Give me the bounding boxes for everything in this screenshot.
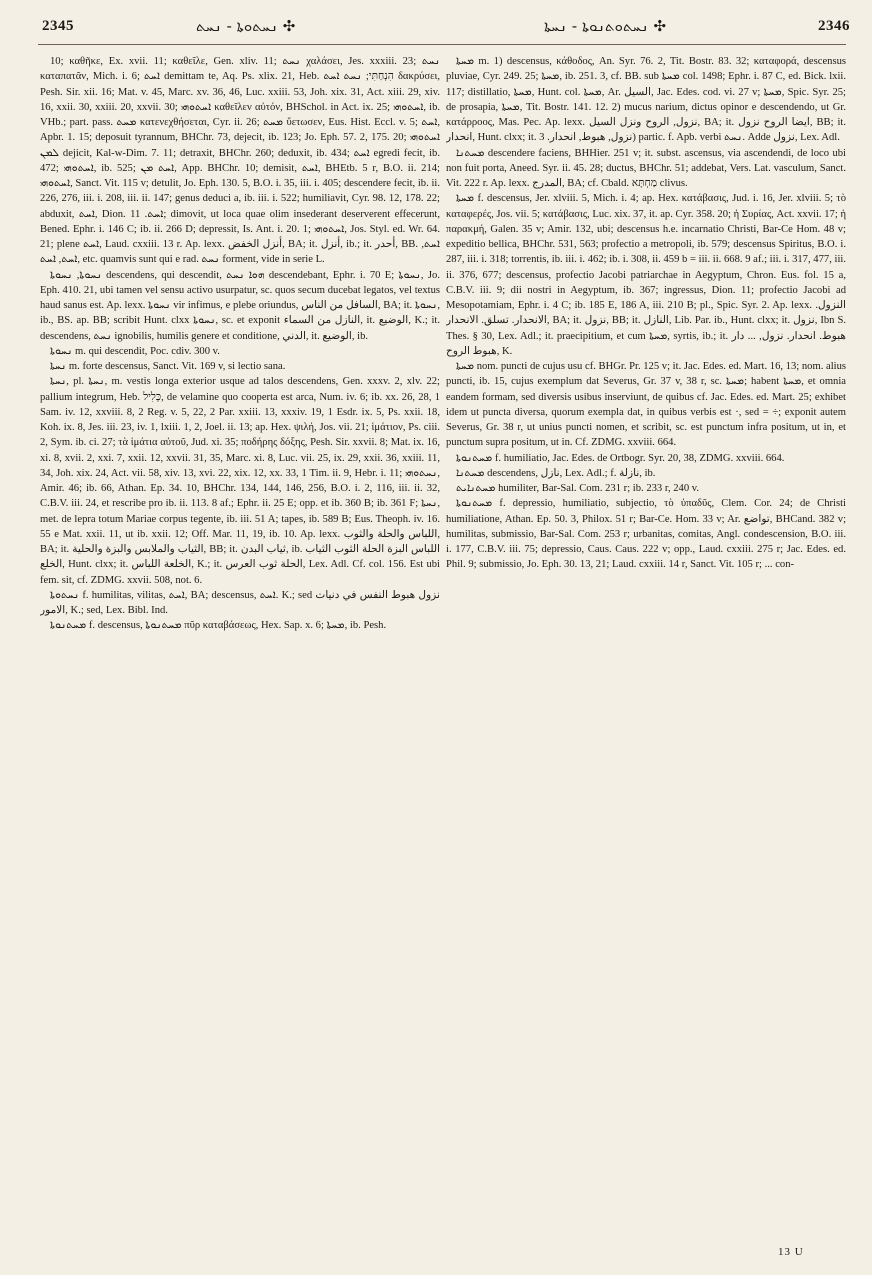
entry-paragraph: 10; καθῆκε, Ex. xvii. 11; καθεῖλε, Gen. xliv. 11; ܢܚܬ χαλάσει, Jes. xxxiii. 23; ܢܚܬ καταπατᾶν, Mich. i. 6; ܐܚܬ demittam te, Aq. Ps. xlix. 21, Heb. הִנְחַתִּי; ܢܚܬ ܐܚܬ δακρύσει, Pesh. Sir. xii. 16; Mat. v. 45, Marc. xv. 36, 46, Luc. xxiii. 53, Joh. xix. 31, Act. xiii. 29, xiv. 16, xxii. 30, xxiii. 20, xxvii. 30; ܐܚܬܘܗܝ καθεῖλεν αὐτόν, BHSchol. in Act. ix. 25; ܐܚܬܘܗܝ, ib. VHb.; part. pass. ܡܚܬ κατενεχθήσεται, Cyr. ii. 26; ܡܚܬ ὕετωσεν, Eus. Hist. Eccl. v. 5; ܐܚܬ, Apbr. 1. 15; deposuit tyrannum, BHChr. 73, dejecit, ib. 123; Jo. Eph. 57. 2, 175. 20; ܐܚܬܘܗܝ ܠܡܢ dejicit, Kal-w-Dim. 7. 11; detraxit, BHChr. 260; deduxit, ib. 434; ܐܚܬ egredi fecit, ib. 472; ܐܚܬܘܗܝ, ib. 525; ܐܚܬ ܡܢ, App. BHChr. 10; demisit, ܐܚܬ, BHEtb. 5 r, B.O. ii. 214; ܐܚܬܘܗܝ, Sanct. Vit. 115 v; detulit, Jo. Eph. 130. 5, B.O. i. 35, iii. i. 405; descendere fecit, ib. ii. 226, 276, iii. i. 208, iii. ii. 147; genus deduci a, ib. iii. i. 522; humiliavit, Cyr. 98. 12, 178. 22; abduxit, ܐܚܬ, Dion. ܐܚܬ. 11; dimovit, ut loca quae olim insederant deserverent effecerunt, Bened. Ephr. i. 146 C; ib. ii. 266 D; depressit, Is. Ant. i. 20. 1; ܐܚܬܘܗܝ, Jos. Styl. ed. Wr. 64. 21; plene ܐܚܬ, Laud. cxxiii. 13 r. Ap. lexx. أنزل الخفض, BA; it. أنزل, ib.; it. أحدر, BB. ܐܚܬ, ܐܚܬ, ܐܚܬ, etc. quamvis sunt qui e rad. ܢܚܬ forment, vide in serie L. xyxy=(40,56,440,266)
page-number-left: 2345 xyxy=(42,18,74,34)
signature-mark: 13 U xyxy=(778,1246,804,1258)
entry-paragraph: ܡܚܬܢܘܬܐ f. descensus, ܡܚܬܢܘܬܐ πῦρ καταβάσεως, Hex. Sap. x. 6; ܡܚܬܐ, ib. Pesh. xyxy=(50,620,387,632)
entry-paragraph: ܡܚܬܐ m. 1) descensus, κάθοδος, An. Syr. 76. 2, Tit. Bostr. 83. 32; καταφορά, descensus pluviae, Cyr. 249. 25; ܡܚܬܐ, ib. 251. 3, cf. BB. sub ܡܚܬܐ col. 1498; Ephr. i. 87 C, ed. Bick. lxii. 117; distillatio, ܡܚܬܐ, Hunt. col. ܡܚܬܐ, Ar. السيل, Jac. Edes. cod. vi. 27 v; ܡܚܬܐ, Spic. Syr. 25; de prosapia, ܡܚܬܐ, Tit. Bostr. 141. 12. 2) mucus narium, dictus opinor e descendendo, ut Gr. κατάρροος, Mas. Pec. Ap. lexx. نزول, الروح ونزل السيل, BA; it. ايضا الروح نزول, BB; it. انحدار, Hunt. clxx; it. نزول, هبوط, انحدار. 3) partic. f. Apb. verbi ܢܚܬ. Adde نزول, Lex. Adl. xyxy=(446,56,846,144)
entry-paragraph: ܡܚܬܐ nom. puncti de cujus usu cf. BHGr. Pr. 125 v; it. Jac. Edes. ed. Mart. 16, 13; nom. alius puncti, ib. 15, cujus exemplum dat Severus, Gr. 37 v, 38 r, sc. ܡܚܬܐ; habent ܡܚܬܐ, et omnia eandem formam, sed diversis usibus inserviunt, de quibus cf. Jac. Edes. ed. Mart. 25; exhibet idem ut puncta diversa, quorum exempla dat, in quibus verbis est ·, sed = ÷; exponit autem Severus, Gr. 38 r, ut unius puncti nomen, et scribit, sc. est punctum infra positum, ut in, et punctum supra positum, ut in. Cf. ZDMG. xxviii. 664. xyxy=(446,361,846,449)
page-number-right: 2346 xyxy=(818,18,850,34)
right-column xyxy=(446,54,846,1244)
running-head-left: ✣ ܢܚܬܘܬܐ - ܢܚܬ xyxy=(196,17,296,35)
entry-paragraph: ܢܚܬܐ m. forte descensus, Sanct. Vit. 169 v, si lectio sana. xyxy=(50,361,286,372)
entry-paragraph: ܢܚܬܘܬܐ f. humilitas, vilitas, ܐܚܬ, BA; descensus, ܐܚܬ. K.; sed نزول هبوط النفس في دنيات الامور, K.; sed, Lex. Bibl. Ind. xyxy=(40,589,440,616)
entry-paragraph: ܡܚܬܢܐܝܬ humiliter, Bar-Sal. Com. 231 r; ib. 233 r, 240 v. xyxy=(456,483,700,494)
entry-paragraph: ܡܚܬܐ f. descensus, Jer. xlviii. 5, Mich. i. 4; ap. Hex. κατάβασις, Jud. i. 16, Jer. xlviii. 5; τὸ καταφερές, Jos. vii. 5; κατάβασις, Luc. xix. 37, it. ap. Cyr. 358. 20; ἡ Συρίας, Act. xxvii. 17; ἡ παρακμή, Galen. 35 v; Amir. 132, ubi; descensus h.e. incarnatio Christi, Bar-Ce Hom. 48 v; expeditio bellica, BHChr. 531, 563; profectio a metropoli, ib. 579; descensus Spiritus, B.O. i. 287, iii. i. 318; torrentis, ib. iii. i. 462; ib. i. 308, ii. 459 b = iii. ii. 668. 9 af.; iii. i. 317, 477, iii. ii. 376, 677; descensus, profectio Jacobi patriarchae in Aegyptum, Chron. Eus. fol. 15 a, C.B.V. iii. 9; dii nostri in Aegyptum, ib. 367; ingressus, Dion. 11; profectio Jacobi ad Mesopotamiam, Ephr. i. 4 C; ib. 185 E, 186 A, iii. 210 B; pl., Spic. Syr. 2. Ap. lexx. النزول. الانحدار. تسلق. الانحدار, BA; it. نزول, BB; it. النازل, Lib. Par. ib., Hunt. clxx; it. نزول, Ibn S. Thes. § 30, Lex. Adl.; it. praecipitium, et cum ܡܚܬܐ, syrtis, ib.; it. هبوط. انحدار. نزول, ... دار هبوط الروح, K. xyxy=(446,193,846,357)
entry-paragraph: ܢܚܘܬܐ m. qui descendit, Poc. cdiv. 300 v. xyxy=(50,345,220,357)
entry-paragraph: ܢܚܬܐ, pl. ܢܚܬܐ, m. vestis longa exterior usque ad talos descendens, Gen. xxxv. 2, xlv. 22; pallium integrum, Heb. כְּלִיל, de velamine quo cooperta est arca, Num. iv. 6; ib. xx. 26, 28, 1 Sam. iv. 12, xxviii. 8, 2 Reg. v. 5, 22, 2 Par. xxiii. 13, xxxiv. 19, 1 Esdr. ix. 5, Ps. xxii. 18, Koh. ix. 8, Jes. iii. 23, iv. 1, lxiii. 1, 2, Joel. ii. 13; ap. Hex. ψιλή, Jos. vii. 21; ἱμάτιον, Ps. ciii. 2, Sym. ib. ci. 27; τὰ ἱμάτια αὐτοῦ, Jud. xi. 35; ποδήρης δόξης, Pesh. Sir. xxvii. 8; Mat. ix. 16, xi. 8, xvii. 2, xxi. 7, xxii. 12, xxvii. 31, 35, Marc. xi. 8, Luc. vii. 25, ix. 29, xxii. 36, xxiii. 11, 34, Joh. xix. 24, Act. vii. 58, xiv. 13, xvi. 22, xix. 12, xx. 33, 1 Tim. ii. 9, Hebr. i. 11; ܢܚܬܘܗܝ, Amir. 46; ib. 66, Athan. Ep. 34. 10, BHChr. 134, 144, 146, 256, B.O. i. 2, 116, iii. ii. 32, C.B.V. iii. 24, et rescribe pro ib. ii. 113. 8 af.; Ephr. ii. 25 E; opp. et ib. 360 B; ib. 361 F; ܢܚܬܐ, met. de lepra totum Mariae corpus tegente, ib. iii. 51 A; tapes, ib. 589 B; Eus. Theoph. iv. 16. 55 e Mat. xxii. 11, ut ib. xxii. 12; Off. Mar. 11, 19, ib. 10. Ap. lexx. اللباس والحلة والثوب, BA; it. الثياب والملابس والبزة والحلية, BB; it. ثياب البدن, ib. اللباس البزة الحلة الثوب الثياب الخلع, Hunt. clxx; it. الخلعة اللباس, K.; it. الحلة ثوب العرس, Lex. Adl. Cf. col. 156. Est ubi fem. sit, cf. ZDMG. xxvii. 508, not. 6. xyxy=(40,376,440,586)
page-header xyxy=(0,0,872,40)
entry-paragraph: ܡܚܬܢܐ descendere faciens, BHHier. 251 v; it. subst. ascensus, via ascendendi, de loco ubi non fuit porta, Aneed. Syr. ii. 45. 28; ductus, BHChr. 51; addebat, Vers. Lat. vasculum, Sanct. Vit. 222 r. Ap. lexx. المدرج, BA; cf. Cbald. מַחְתָּא clivus. xyxy=(446,147,846,189)
left-column xyxy=(40,54,440,1244)
running-head-right: ✣ ܢܚܬܘܬܢܘܬܐ - ܢܚܬܐ xyxy=(544,17,667,35)
header-rule xyxy=(38,44,846,45)
entry-paragraph: ܢܚܘܬܐ, ܢܚܘܬܐ descendens, qui descendit, ܗܘܐ ܢܚܬ descendebant, Ephr. i. 70 E; ܢܚܘܬܐ, Jo. Eph. 410. 21, ubi tamen vel sensu activo usurpatur, sc. quos secum ducebat legatos, vel textus haud sanus est. Ap. lexx. ܢܚܘܬܐ vir infimus, e plebe oriundus, السافل من الناس, BA; it. ܢܚܘܬܐ, ib., BS. ap. BB; scribit Hunt. clxx ܢܚܘܬܐ, sc. et exponit النازل من السماء, it. الوضيع, K.; it. descendens, ܢܚܬ ignobilis, humilis genere et conditione, الدني, it. الوضيع, ib. xyxy=(40,269,440,342)
entry-paragraph: ܡܚܬܢܘܬܐ f. depressio, humiliatio, subjectio, τὸ ὑπαδῦς, Clem. Cor. 24; de Christi humiliatione, Athan. Ep. 50. 3, Philox. 51 r; Bar-Ce. Hom. 33 v; Ar. تواضع, BHCand. 382 v; humilitas, submissio, Bar-Sal. Com. 253 r; urbanitas, comitas, Angl. condescension, B.O. iii. i. 177, C.B.V. iii. 75; depressio, Caus. Caus. 222 v; opp., Laud. cxxiii. 275 r; Jac. Edes. ed. Phil. 9; submissio, Jo. Eph. 30. 13, 21; Laud. cxxiii. 14 r, Sanct. Vit. 105 r; ... con- xyxy=(446,498,846,571)
entry-paragraph: ܡܚܬܢܘܬܐ f. humiliatio, Jac. Edes. de Ortbogr. Syr. 20, 38, ZDMG. xxviii. 664. xyxy=(456,452,785,464)
entry-paragraph: ܡܚܬܢܐ descendens, نازل, Lex. Adl.; f. نازلة, ib. xyxy=(456,467,656,479)
